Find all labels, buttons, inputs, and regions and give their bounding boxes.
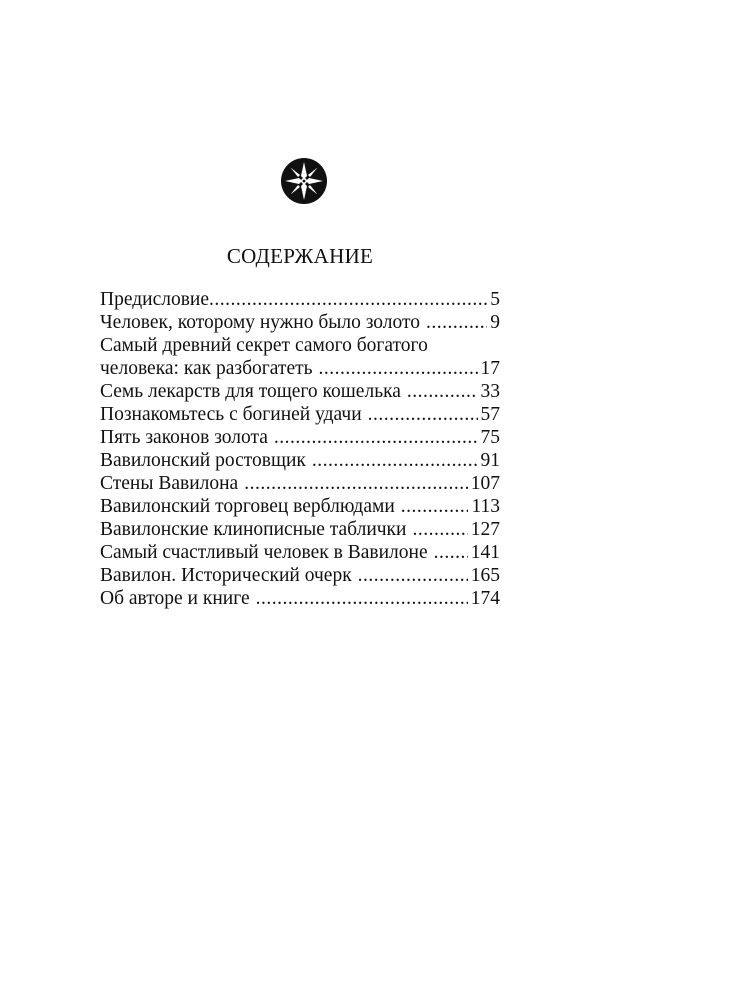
toc-entry[interactable] <box>100 357 500 380</box>
toc-entry-page: 141 <box>470 542 500 563</box>
toc-entry-page: 33 <box>480 381 500 402</box>
toc-leader-dots <box>368 403 478 426</box>
toc-entry[interactable] <box>100 495 500 518</box>
toc-entry-page: 17 <box>480 358 500 379</box>
toc-entry[interactable] <box>100 380 500 403</box>
toc-entry[interactable] <box>100 288 500 311</box>
toc-entry-title: Пять законов золота <box>100 427 268 448</box>
toc-leader-dots <box>209 288 487 311</box>
toc-entry[interactable] <box>100 426 500 449</box>
toc-leader-dots <box>434 541 468 564</box>
toc-entry-title: человека: как разбогатеть <box>100 358 313 379</box>
toc-leader-dots <box>244 472 468 495</box>
toc-entry-title: Самый древний секрет самого богатого <box>100 335 428 356</box>
toc-leader-dots <box>426 311 487 334</box>
toc-leader-dots <box>312 449 478 472</box>
toc-entry-title: Вавилонский ростовщик <box>100 450 306 471</box>
toc-entry-title: Самый счастливый человек в Вавилоне <box>100 542 428 563</box>
toc-entry-title-line[interactable] <box>100 334 500 357</box>
toc-entry[interactable] <box>100 518 500 541</box>
toc-leader-dots <box>401 495 469 518</box>
toc-leader-dots <box>319 357 478 380</box>
toc-entry-title: Семь лекарств для тощего кошелька <box>100 381 401 402</box>
toc-entry-title: Стены Вавилона <box>100 473 239 494</box>
toc-entry-title: Вавилонский торговец верблюдами <box>100 496 395 517</box>
toc-entry-title: Об авторе и книге <box>100 588 250 609</box>
toc-entry[interactable] <box>100 311 500 334</box>
toc-entry[interactable] <box>100 449 500 472</box>
toc-leader-dots <box>412 518 467 541</box>
toc-entry-page: 127 <box>470 519 500 540</box>
toc-entry-title: Вавилонские клинописные таблички <box>100 519 407 540</box>
toc-leader-dots <box>274 426 478 449</box>
toc-list <box>100 288 500 610</box>
toc-entry[interactable] <box>100 403 500 426</box>
toc-entry-page: 174 <box>470 588 500 609</box>
toc-entry-page: 107 <box>470 473 500 494</box>
toc-entry-page: 5 <box>490 289 500 310</box>
toc-entry-title: Предисловие <box>100 289 210 310</box>
rosette-ornament-icon <box>280 157 328 205</box>
toc-entry-title: Человек, которому нужно было золото <box>100 312 421 333</box>
toc-leader-dots <box>256 587 468 610</box>
toc-entry[interactable] <box>100 472 500 495</box>
toc-leader-dots <box>407 380 478 403</box>
toc-entry[interactable] <box>100 564 500 587</box>
toc-entry-page: 9 <box>490 312 500 333</box>
toc-entry[interactable] <box>100 541 500 564</box>
toc-entry-page: 57 <box>480 404 500 425</box>
toc-entry[interactable] <box>100 587 500 610</box>
toc-entry-page: 91 <box>480 450 500 471</box>
toc-entry-page: 75 <box>480 427 500 448</box>
toc-heading: СОДЕРЖАНИЕ <box>226 244 374 268</box>
toc-entry-title: Вавилон. Исторический очерк <box>100 565 352 586</box>
toc-entry-page: 113 <box>471 496 500 517</box>
toc-entry-page: 165 <box>470 565 500 586</box>
toc-leader-dots <box>358 564 468 587</box>
toc-entry-title: Познакомьтесь с богиней удачи <box>100 404 362 425</box>
